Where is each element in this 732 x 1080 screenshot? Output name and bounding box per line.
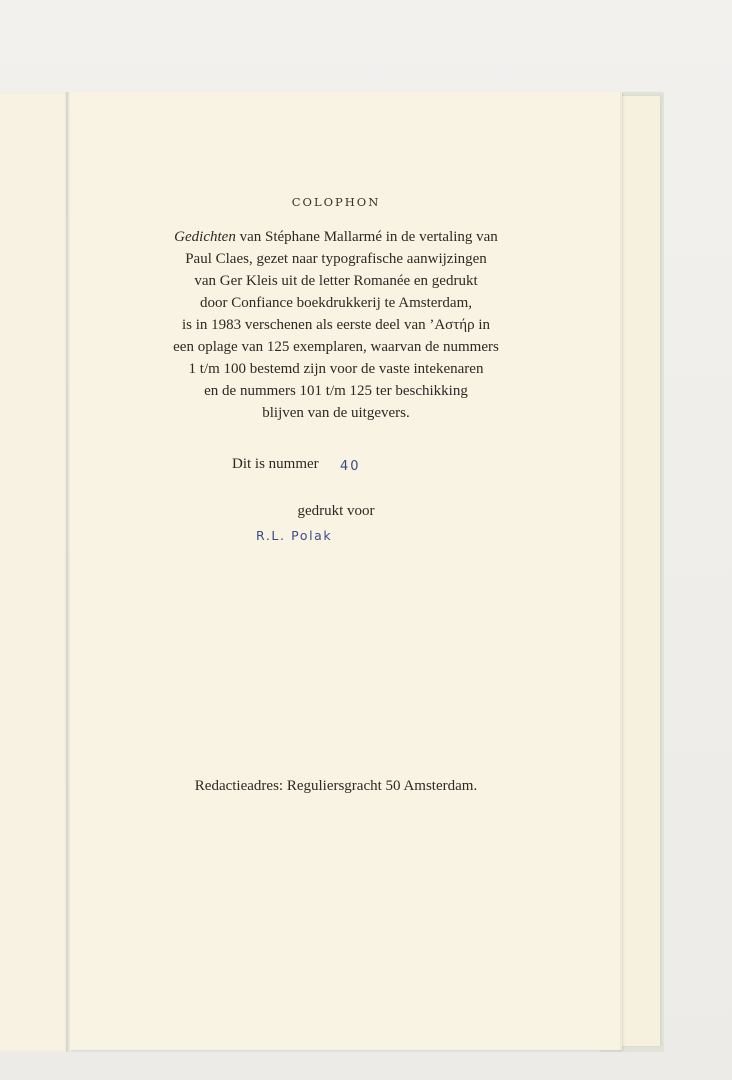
colophon-line-1-rest: van Stéphane Mallarmé in de vertaling van xyxy=(235,229,498,245)
colophon-line-5: is in 1983 verschenen als eerste deel van ’Αστήρ in xyxy=(181,317,491,333)
colophon-line-7: 1 t/m 100 bestemd zijn voor de vaste intekenaren xyxy=(188,361,484,377)
colophon-line-8: en de nummers 101 t/m 125 ter beschikking xyxy=(204,383,468,399)
colophon-line-4: door Confiance boekdrukkerij te Amsterdam, xyxy=(199,295,472,311)
colophon-line-1 xyxy=(70,226,602,248)
copy-number-label: Dit is nummer xyxy=(232,456,319,472)
page-right-edge xyxy=(620,92,623,1050)
printed-for-label: gedrukt voor xyxy=(297,503,375,519)
left-page xyxy=(0,92,68,1052)
colophon-line-9: blijven van de uitgevers. xyxy=(262,405,410,421)
handwritten-recipient-name: R.L. Polak xyxy=(256,528,333,543)
colophon-page xyxy=(70,92,622,1050)
handwritten-copy-number: 40 xyxy=(340,459,361,474)
book-title: Gedichten xyxy=(174,229,236,245)
colophon-line-2: Paul Claes, gezet naar typografische aanwijzingen xyxy=(185,251,487,267)
colophon-line-6: een oplage van 125 exemplaren, waarvan de nummers xyxy=(173,339,499,355)
colophon-heading: COLOPHON xyxy=(291,195,381,209)
colophon-text xyxy=(70,226,602,424)
colophon-line-3: van Ger Kleis uit de letter Romanée en gedrukt xyxy=(194,273,478,289)
editorial-address: Redactieadres: Reguliersgracht 50 Amsterdam. xyxy=(194,778,478,794)
